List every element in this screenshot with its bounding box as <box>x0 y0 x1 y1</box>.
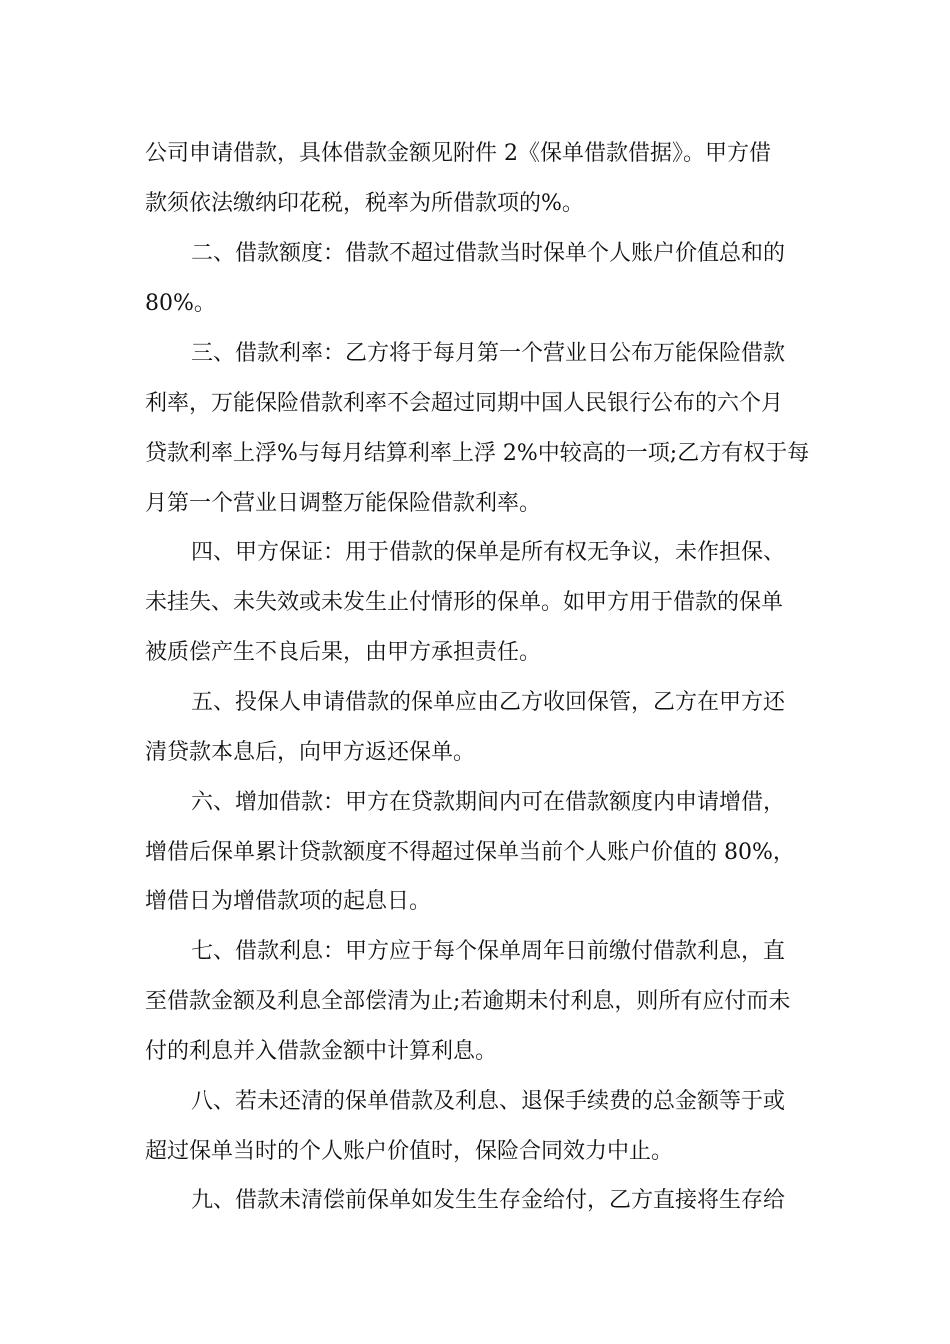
paragraph-7-start: 七、借款利息：甲方应于每个保单周年日前缴付借款利息，直 <box>191 939 786 964</box>
text-line: 超过保单当时的个人账户价值时，保险合同效力中止。 <box>145 1139 674 1164</box>
text-line: 清贷款本息后，向甲方返还保单。 <box>145 740 476 765</box>
paragraph-8-start: 八、若未还清的保单借款及利息、退保手续费的总金额等于或 <box>191 1089 786 1114</box>
text-line: 月第一个营业日调整万能保险借款利率。 <box>145 491 542 516</box>
paragraph-3-start: 三、借款利率：乙方将于每月第一个营业日公布万能保险借款 <box>191 341 786 366</box>
text-line: 80%。 <box>145 291 216 316</box>
text-line: 贷款利率上浮%与每月结算利率上浮 2%中较高的一项;乙方有权于每 <box>145 441 810 466</box>
paragraph-9-start: 九、借款未清偿前保单如发生生存金给付，乙方直接将生存给 <box>191 1188 786 1213</box>
paragraph-6-start: 六、增加借款：甲方在贷款期间内可在借款额度内申请增借， <box>191 790 786 815</box>
text-line: 增借后保单累计贷款额度不得超过保单当前个人账户价值的 80%， <box>145 840 795 865</box>
paragraph-2-start: 二、借款额度：借款不超过借款当时保单个人账户价值总和的 <box>191 241 786 266</box>
text-line: 增借日为增借款项的起息日。 <box>145 889 432 914</box>
text-line: 未挂失、未失效或未发生止付情形的保单。如甲方用于借款的保单 <box>145 590 784 615</box>
text-line: 被质偿产生不良后果，由甲方承担责任。 <box>145 640 542 665</box>
text-line: 利率，万能保险借款利率不会超过同期中国人民银行公布的六个月 <box>145 391 784 416</box>
text-line: 付的利息并入借款金额中计算利息。 <box>145 1039 498 1064</box>
paragraph-5-start: 五、投保人申请借款的保单应由乙方收回保管，乙方在甲方还 <box>191 690 786 715</box>
text-line: 款须依法缴纳印花税，税率为所借款项的%。 <box>145 191 584 216</box>
text-line: 至借款金额及利息全部偿清为止;若逾期未付利息，则所有应付而未 <box>145 989 791 1014</box>
paragraph-4-start: 四、甲方保证：用于借款的保单是所有权无争议，未作担保、 <box>191 540 786 565</box>
text-line: 公司申请借款，具体借款金额见附件 2《保单借款借据》。甲方借 <box>145 141 771 166</box>
